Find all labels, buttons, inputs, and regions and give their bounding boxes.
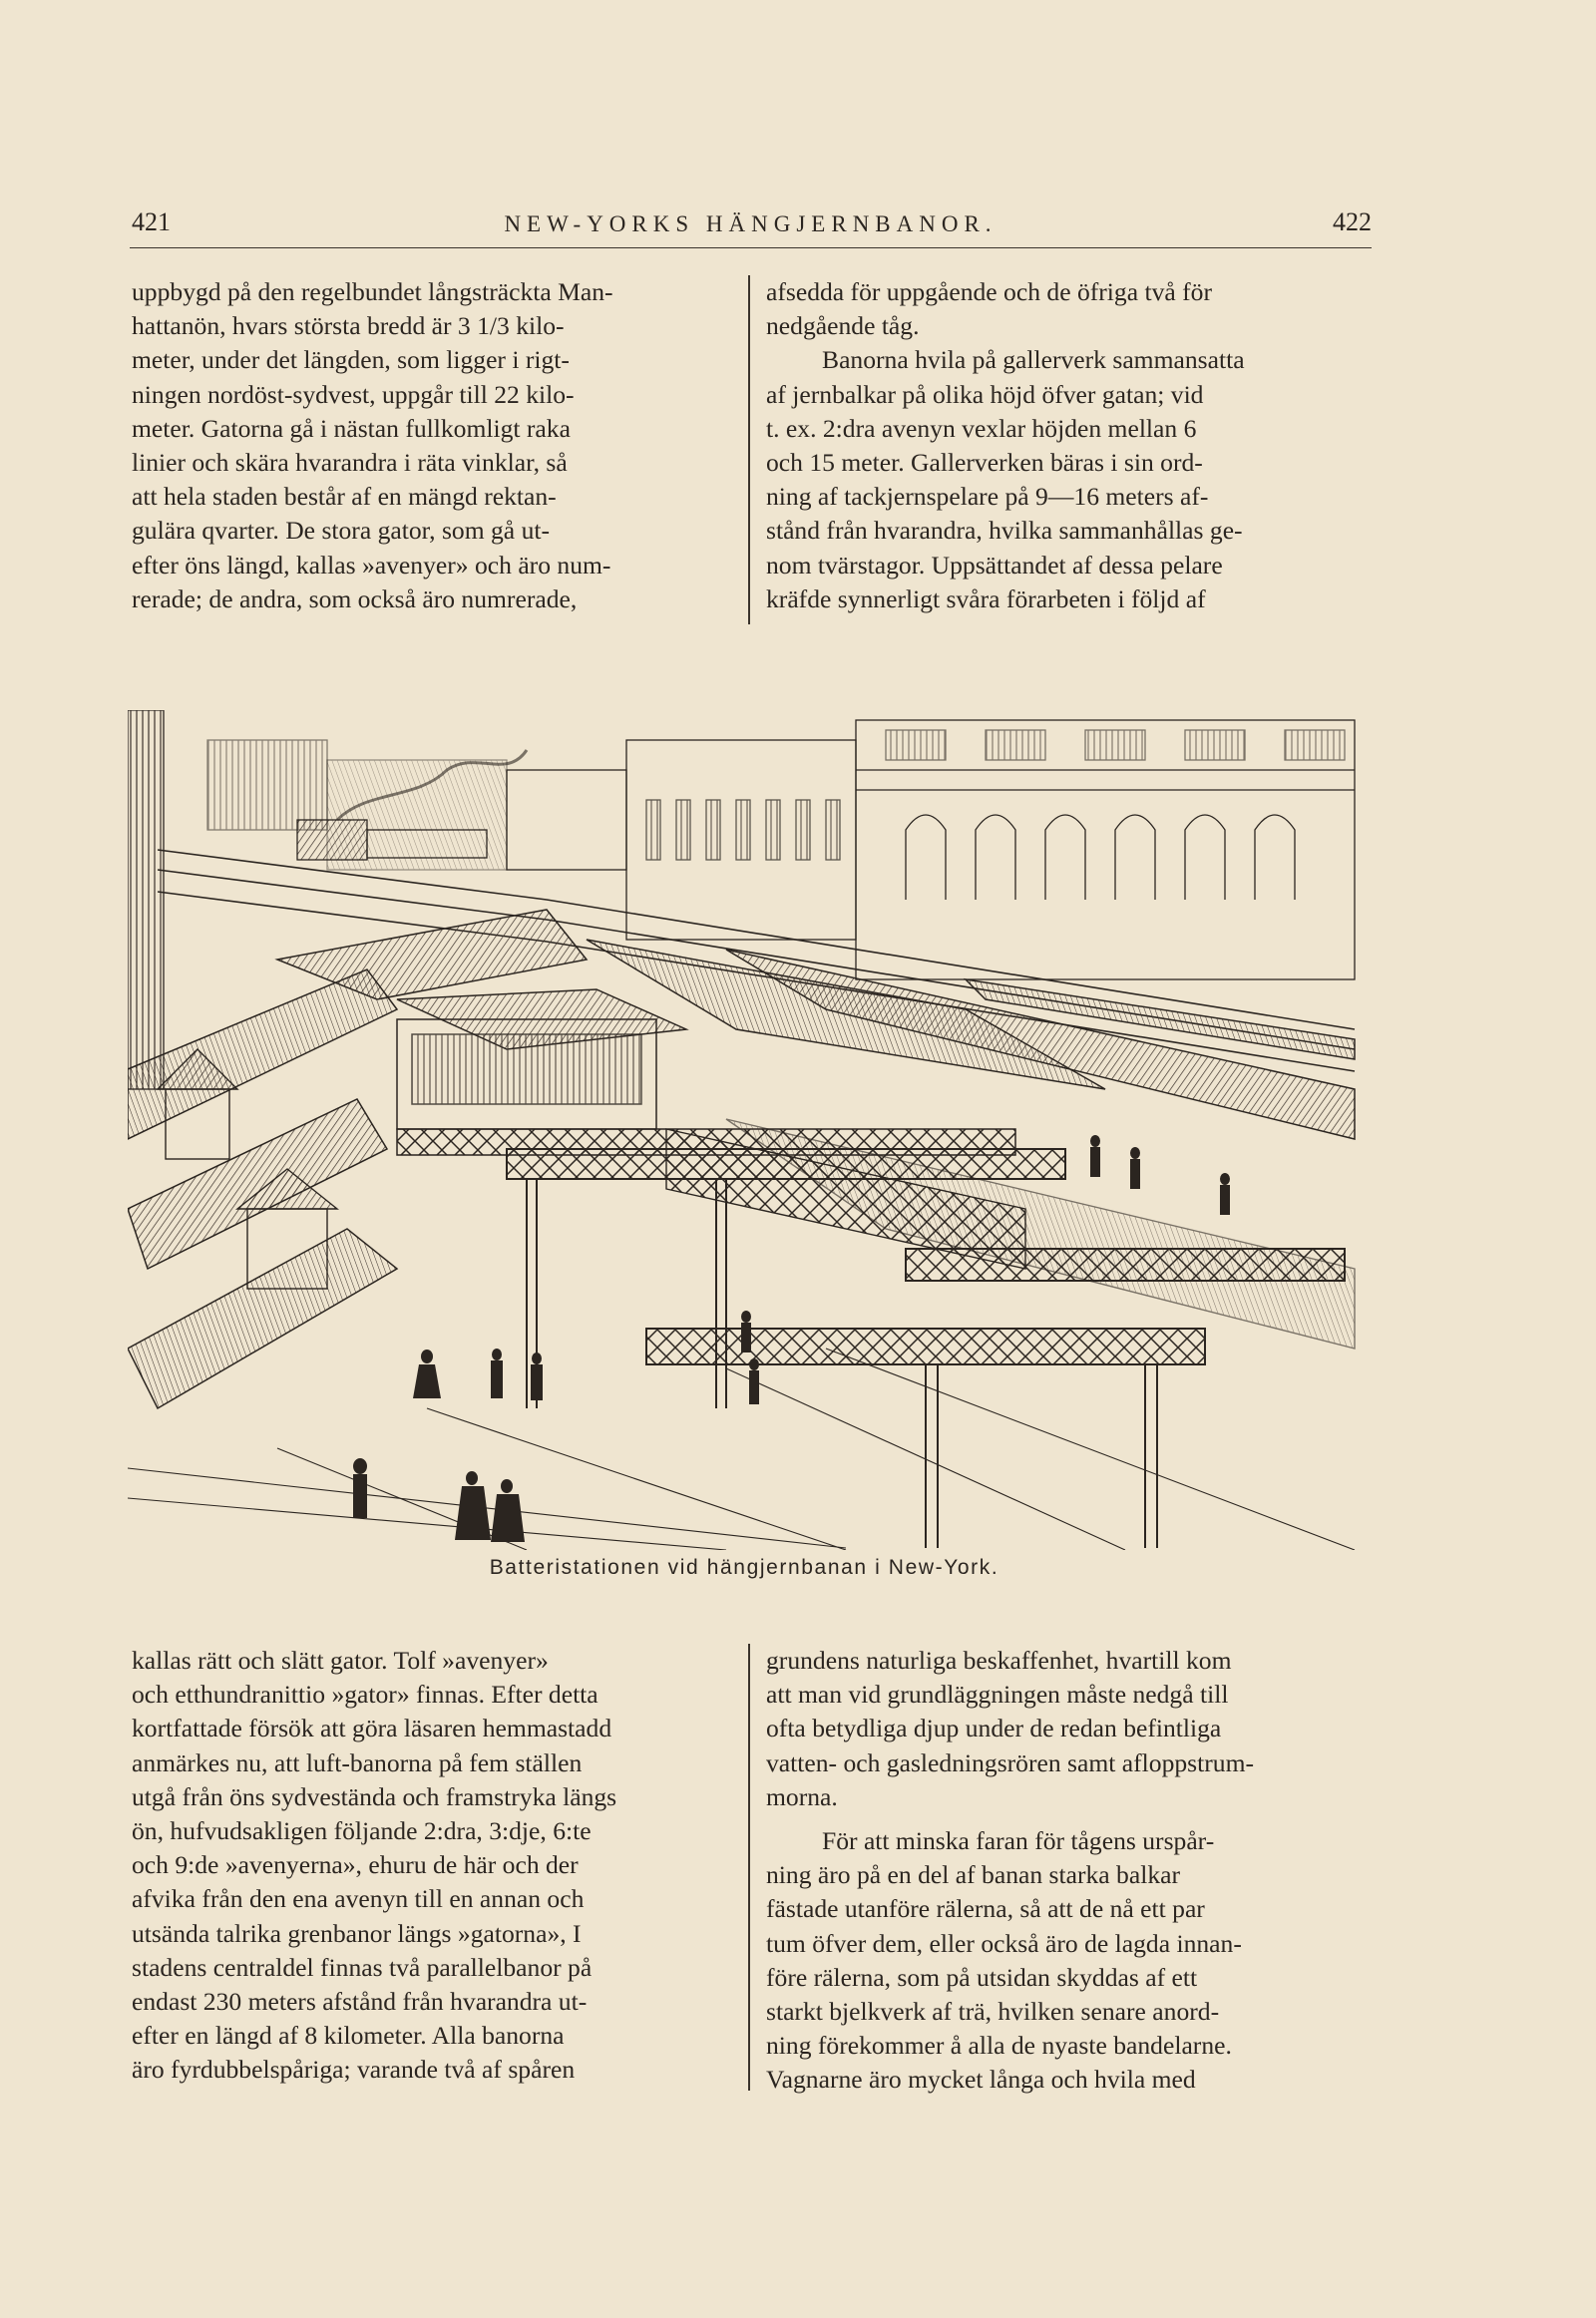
- text-line: fästade utanföre rälerna, så att de nå ett par: [766, 1894, 1205, 1924]
- text-line: ning förekommer å alla de nyaste bandelarne.: [766, 2031, 1232, 2061]
- street: [128, 1349, 1355, 1550]
- text-line: meter. Gatorna gå i nästan fullkomligt raka: [132, 413, 571, 443]
- text-line: före rälerna, som på utsidan skyddas af ett: [766, 1962, 1198, 1992]
- text-line: kallas rätt och slätt gator. Tolf »avenyer»: [132, 1646, 549, 1675]
- text-line: stadens centraldel finnas två parallelbanor på: [132, 1952, 593, 1982]
- text-line: vatten- och gasledningsrören samt afloppstrum-: [766, 1747, 1254, 1777]
- page-number-right: 422: [1333, 207, 1372, 236]
- column-divider-bottom: [748, 1644, 750, 2091]
- text-line: af jernbalkar på olika höjd öfver gatan; vid: [766, 379, 1204, 409]
- text-line: kräfde synnerligt svåra förarbeten i följd af: [766, 583, 1206, 613]
- text-line: ofta betydliga djup under de redan befintliga: [766, 1714, 1222, 1743]
- text-line: afvika från den ena avenyn till en annan och: [132, 1884, 585, 1914]
- text-line: Vagnarne äro mycket långa och hvila med: [766, 2065, 1196, 2095]
- engraving-illustration: [128, 710, 1361, 1550]
- text-line: anmärkes nu, att luft-banorna på fem ställen: [132, 1747, 583, 1777]
- page-number-left: 421: [132, 207, 171, 236]
- column-top-right: [766, 275, 1371, 616]
- text-line: afsedda för uppgående och de öfriga två för: [766, 277, 1212, 306]
- figure-caption: Batteristationen vid hängjernbanan i New-York.: [489, 1556, 999, 1579]
- text-line: ning af tackjernspelare på 9—16 meters af-: [766, 482, 1209, 512]
- text-line: grundens naturliga beskaffenhet, hvartill kom: [766, 1646, 1232, 1675]
- text-line: starkt bjelkverk af trä, hvilken senare anord-: [766, 1997, 1220, 2027]
- text-line: stånd från hvarandra, hvilka sammanhållas ge-: [766, 516, 1243, 546]
- column-divider-top: [748, 275, 750, 624]
- text-line: kortfattade försök att göra läsaren hemmastadd: [132, 1714, 612, 1743]
- text-line: Banorna hvila på gallerverk sammansatta: [822, 345, 1245, 375]
- text-line: tum öfver dem, eller också äro de lagda innan-: [766, 1928, 1242, 1958]
- text-line: rerade; de andra, som också äro numrerade,: [132, 583, 578, 613]
- text-line: uppbygd på den regelbundet långsträckta Man-: [132, 277, 613, 306]
- text-line: morna.: [766, 1781, 838, 1811]
- text-line: hattanön, hvars största bredd är 3 1/3 kilo-: [132, 311, 565, 341]
- text-line: ningen nordöst-sydvest, uppgår till 22 kilo-: [132, 379, 575, 409]
- text-line: äro fyrdubbelspåriga; varande två af spåren: [132, 2055, 576, 2085]
- text-line: efter en längd af 8 kilometer. Alla banorna: [132, 2021, 565, 2051]
- text-line: nom tvärstagor. Uppsättandet af dessa pelare: [766, 550, 1223, 580]
- text-line: utsända talrika grenbanor längs »gatorna», I: [132, 1918, 582, 1948]
- text-line: att man vid grundläggningen måste nedgå till: [766, 1680, 1229, 1710]
- text-line: och 9:de »avenyerna», ehuru de här och der: [132, 1850, 579, 1880]
- text-line: ön, hufvudsakligen följande 2:dra, 3:dje, 6:te: [132, 1816, 592, 1846]
- text-line: linier och skära hvarandra i räta vinklar, så: [132, 448, 568, 478]
- running-header: [130, 199, 1372, 248]
- text-line: och etthundranittio »gator» finnas. Efter detta: [132, 1680, 598, 1710]
- text-line: och 15 meter. Gallerverken bäras i sin ord-: [766, 448, 1203, 478]
- text-line: ning äro på en del af banan starka balkar: [766, 1860, 1180, 1890]
- text-line: t. ex. 2:dra avenyn vexlar höjden mellan 6: [766, 413, 1197, 443]
- text-line: att hela staden består af en mängd rektan-: [132, 482, 557, 512]
- text-line: endast 230 meters afstånd från hvarandra ut-: [132, 1987, 588, 2017]
- text-line: För att minska faran för tågens urspår-: [822, 1826, 1215, 1856]
- running-title: NEW-YORKS HÄNGJERNBANOR.: [504, 211, 998, 236]
- text-line: meter, under det längden, som ligger i rigt-: [132, 345, 570, 375]
- text-line: utgå från öns sydveständа och framstryka längs: [132, 1781, 617, 1811]
- text-line: efter öns längd, kallas »avenyer» och äro num-: [132, 550, 611, 580]
- text-line: nedgående tåg.: [766, 311, 920, 341]
- text-line: gulära qvarter. De stora gator, som gå ut-: [132, 516, 550, 546]
- column-bottom-right: [766, 1644, 1371, 2098]
- column-top-left: [132, 275, 730, 616]
- column-bottom-left: [132, 1644, 724, 2088]
